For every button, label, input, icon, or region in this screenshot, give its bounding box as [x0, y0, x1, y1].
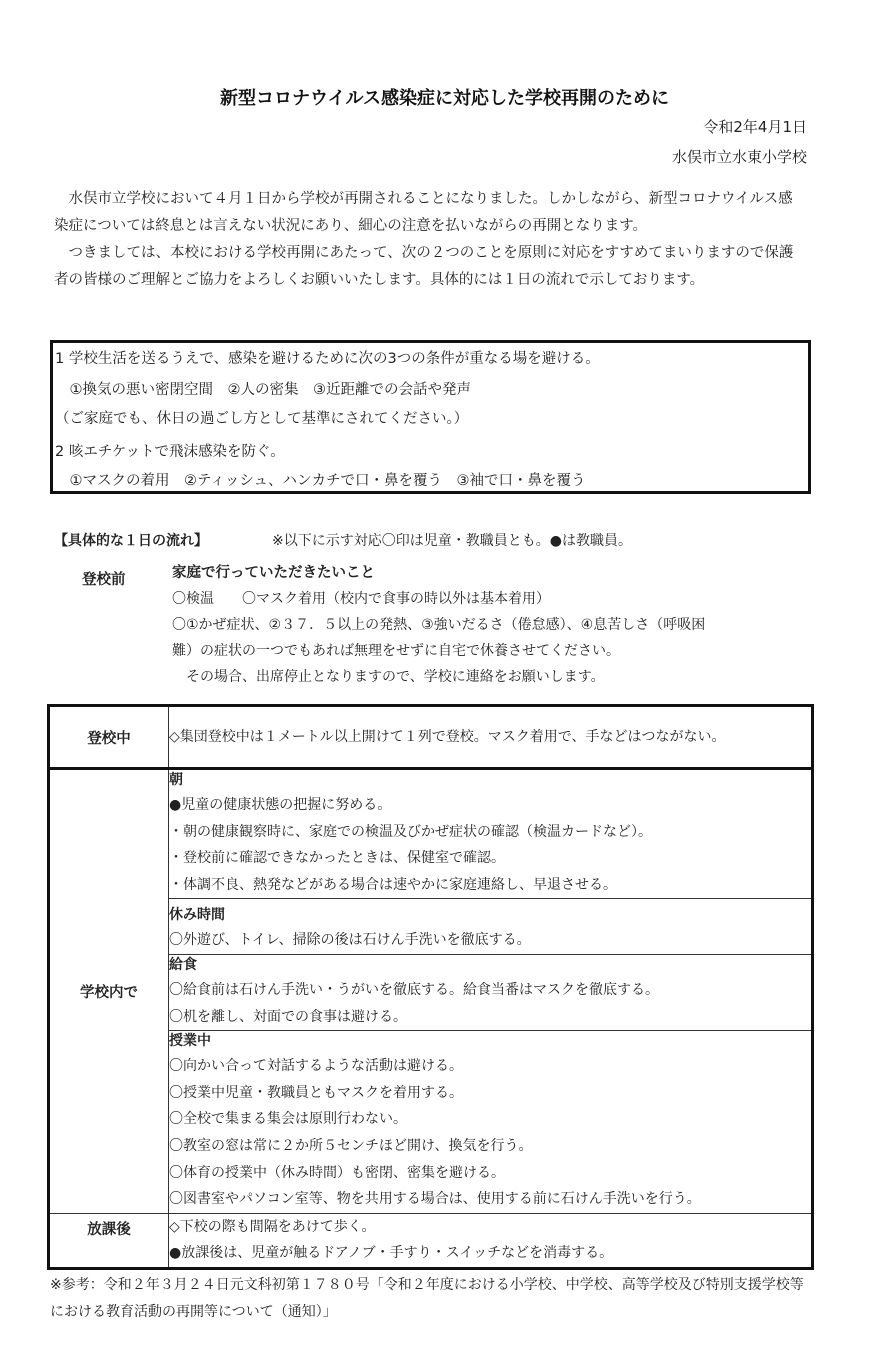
after-school-label: 放課後	[49, 1213, 169, 1268]
after-school-line: ◇下校の際も間隔をあけて歩く。	[169, 1218, 376, 1235]
morning-line: ・朝の健康観察時に、家庭での検温及びかぜ症状の確認（検温カードなど）。	[169, 823, 652, 840]
lunch-title: 給食	[169, 956, 197, 973]
morning-line: ●児童の健康状態の把握に努める。	[169, 797, 392, 813]
intro-paragraph-1: 水俣市立学校において４月１日から学校が再開されることになりました。しかしながら、新型コロナウイルス感染症については終息とは言えない状況にあり、細心の注意を払いながらの再開となります。	[54, 191, 793, 234]
school-name: 水俣市立水東小学校	[671, 148, 807, 166]
class-section	[169, 1031, 813, 1214]
class-line: 〇授業中児童・教職員ともマスクを着用する。	[169, 1084, 463, 1101]
principle-1: 1 学校生活を送るうえで、感染を避けるために次の3つの条件が重なる場を避ける。	[55, 351, 600, 367]
before-school-line: 難）の症状の一つでもあれば無理をせずに自宅で休養させてください。	[172, 643, 620, 659]
before-school-list	[172, 586, 705, 690]
intro-paragraph-2: つきましては、本校における学校再開にあたって、次の２つのことを原則に対応をすすめてまいりますので保護者の皆様のご理解とご協力をよろしくお願いいたします。具体的には１日の流れで示しております。	[54, 245, 794, 288]
class-line: 〇図書室やパソコン室等、物を共用する場合は、使用する前に石けん手洗いを行う。	[169, 1191, 701, 1208]
reference-footnote: ※参考：令和２年３月２４日元文科初第１７８０号「令和２年度における小学校、中学校、高等学校及び特別支援学校等における教育活動の再開等について（通知）」	[50, 1277, 804, 1320]
page-title: 新型コロナウイルス感染症に対応した学校再開のために	[220, 88, 669, 109]
class-line: 〇体育の授業中（休み時間）も密閉、密集を避ける。	[169, 1164, 505, 1181]
flow-heading: 【具体的な１日の流れ】	[54, 533, 208, 549]
lunch-line: 〇机を離し、対面での食事は避ける。	[169, 1008, 407, 1025]
break-line: 〇外遊び、トイレ、掃除の後は石けん手洗いを徹底する。	[169, 932, 531, 949]
after-school-section	[169, 1213, 813, 1268]
commute-label: 登校中	[49, 706, 169, 769]
issue-date: 令和2年4月1日	[703, 118, 807, 136]
class-line: 〇教室の窓は常に２か所５センチほど開け、換気を行う。	[169, 1137, 533, 1154]
morning-line: ・登校前に確認できなかったときは、保健室で確認。	[169, 850, 505, 867]
lunch-section	[169, 954, 813, 1030]
principle-1-note: （ご家庭でも、休日の過ごし方として基準にされてください。）	[55, 411, 469, 427]
principle-2-items: ①マスクの着用 ②ティッシュ、ハンカチで口・鼻を覆う ③袖で口・鼻を覆う	[55, 473, 586, 489]
morning-line: ・体調不良、熱発などがある場合は速やかに家庭連絡し、早退させる。	[169, 876, 617, 893]
in-school-label: 学校内で	[49, 769, 169, 1214]
break-section	[169, 899, 813, 955]
schedule-table	[47, 704, 814, 1270]
before-school-line: 〇①かぜ症状、②３７．５以上の発熱、③強いだるさ（倦怠感）、④息苦しさ（呼吸困	[172, 617, 706, 633]
break-title: 休み時間	[169, 907, 225, 924]
flow-note: ※以下に示す対応〇印は児童・教職員とも。●は教職員。	[272, 533, 632, 549]
principle-2: 2 咳エチケットで飛沫感染を防ぐ。	[55, 444, 285, 460]
after-school-line: ●放課後は、児童が触るドアノブ・手すり・スイッチなどを消毒する。	[169, 1245, 614, 1262]
before-school-line: 〇検温 〇マスク着用（校内で食事の時以外は基本着用）	[172, 591, 550, 607]
principle-1-items: ①換気の悪い密閉空間 ②人の密集 ③近距離での会話や発声	[55, 382, 471, 398]
before-school-line: その場合、出席停止となりますので、学校に連絡をお願いします。	[172, 669, 605, 685]
morning-title: 朝	[169, 772, 183, 788]
class-title: 授業中	[169, 1033, 211, 1050]
before-school-title: 家庭で行っていただきたいこと	[172, 565, 375, 581]
principles-box	[50, 340, 811, 494]
class-line: 〇全校で集まる集会は原則行わない。	[169, 1111, 407, 1128]
before-school-label: 登校前	[82, 572, 126, 588]
class-line: 〇向かい合って対話するような活動は避ける。	[169, 1058, 463, 1075]
commute-text: ◇集団登校中は１メートル以上開けて１列で登校。マスク着用で、手などはつながない。	[169, 728, 726, 745]
lunch-line: 〇給食前は石けん手洗い・うがいを徹底する。給食当番はマスクを徹底する。	[169, 981, 659, 998]
morning-section	[169, 769, 813, 899]
commute-cell	[169, 706, 813, 769]
